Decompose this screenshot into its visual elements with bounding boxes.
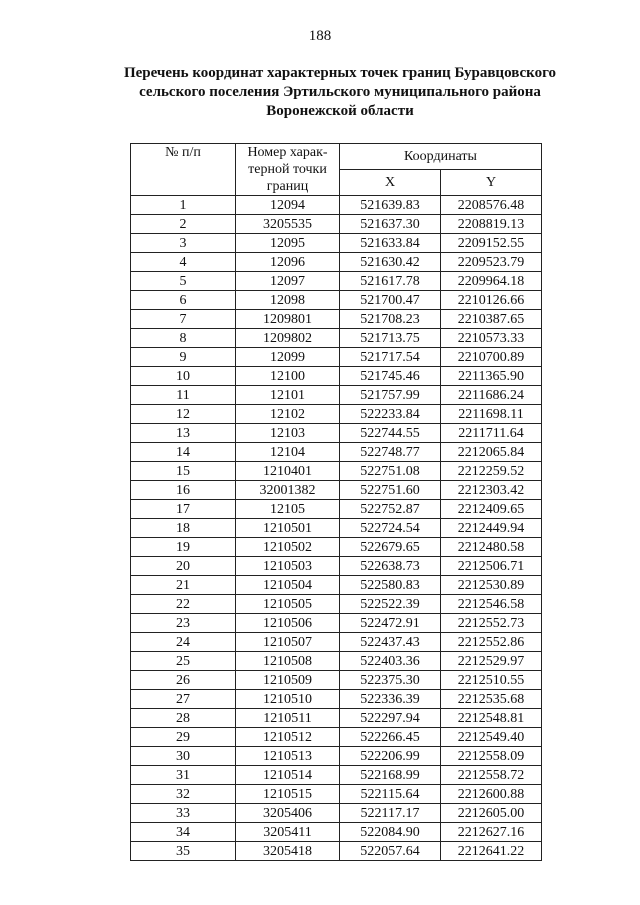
cell-point-number: 1210401: [236, 462, 340, 481]
cell-x: 521745.46: [340, 367, 441, 386]
header-x: X: [340, 170, 441, 196]
cell-x: 522744.55: [340, 424, 441, 443]
cell-x: 521630.42: [340, 253, 441, 272]
cell-x: 522375.30: [340, 671, 441, 690]
cell-y: 2212535.68: [441, 690, 542, 709]
cell-point-number: 1210515: [236, 785, 340, 804]
cell-x: 522206.99: [340, 747, 441, 766]
cell-y: 2211365.90: [441, 367, 542, 386]
cell-y: 2212529.97: [441, 652, 542, 671]
cell-row-number: 19: [131, 538, 236, 557]
table-row: [131, 823, 542, 842]
cell-row-number: 28: [131, 709, 236, 728]
cell-point-number: 12099: [236, 348, 340, 367]
cell-y: 2212546.58: [441, 595, 542, 614]
cell-y: 2209152.55: [441, 234, 542, 253]
cell-row-number: 22: [131, 595, 236, 614]
cell-row-number: 17: [131, 500, 236, 519]
cell-point-number: 12097: [236, 272, 340, 291]
cell-x: 522751.60: [340, 481, 441, 500]
cell-y: 2212409.65: [441, 500, 542, 519]
cell-row-number: 5: [131, 272, 236, 291]
table-row: [131, 291, 542, 310]
cell-point-number: 12104: [236, 443, 340, 462]
cell-x: 522472.91: [340, 614, 441, 633]
cell-row-number: 2: [131, 215, 236, 234]
cell-point-number: 1210513: [236, 747, 340, 766]
cell-row-number: 20: [131, 557, 236, 576]
cell-point-number: 1210506: [236, 614, 340, 633]
table-row: [131, 728, 542, 747]
page-number: 188: [308, 28, 332, 44]
table-row: [131, 367, 542, 386]
cell-point-number: 1210510: [236, 690, 340, 709]
title-line: Перечень координат характерных точек границ Буравцовского: [123, 65, 557, 81]
cell-x: 522437.43: [340, 633, 441, 652]
cell-y: 2211686.24: [441, 386, 542, 405]
cell-y: 2212303.42: [441, 481, 542, 500]
cell-row-number: 12: [131, 405, 236, 424]
header-point-line: терной точки: [248, 162, 327, 177]
cell-x: 521717.54: [340, 348, 441, 367]
cell-row-number: 34: [131, 823, 236, 842]
table-row: [131, 329, 542, 348]
cell-y: 2212605.00: [441, 804, 542, 823]
cell-point-number: 1210502: [236, 538, 340, 557]
cell-x: 522752.87: [340, 500, 441, 519]
cell-x: 521700.47: [340, 291, 441, 310]
table-row: [131, 386, 542, 405]
cell-x: 521713.75: [340, 329, 441, 348]
table-body: [131, 196, 542, 861]
cell-point-number: 12103: [236, 424, 340, 443]
table-row: [131, 234, 542, 253]
cell-row-number: 25: [131, 652, 236, 671]
cell-point-number: 3205418: [236, 842, 340, 861]
table-row: [131, 272, 542, 291]
table-row: [131, 747, 542, 766]
cell-point-number: 12102: [236, 405, 340, 424]
cell-point-number: 12094: [236, 196, 340, 215]
cell-row-number: 35: [131, 842, 236, 861]
cell-point-number: 3205535: [236, 215, 340, 234]
cell-row-number: 21: [131, 576, 236, 595]
cell-x: 522266.45: [340, 728, 441, 747]
cell-x: 521639.83: [340, 196, 441, 215]
cell-x: 522057.64: [340, 842, 441, 861]
table-row: [131, 443, 542, 462]
cell-point-number: 1210503: [236, 557, 340, 576]
cell-point-number: 3205406: [236, 804, 340, 823]
cell-point-number: 1210505: [236, 595, 340, 614]
cell-point-number: 12101: [236, 386, 340, 405]
cell-x: 522168.99: [340, 766, 441, 785]
cell-x: 522403.36: [340, 652, 441, 671]
cell-x: 522748.77: [340, 443, 441, 462]
title-line: сельского поселения Эртильского муниципального района: [139, 84, 541, 100]
table-row: [131, 785, 542, 804]
cell-point-number: 3205411: [236, 823, 340, 842]
table-row: [131, 253, 542, 272]
cell-row-number: 15: [131, 462, 236, 481]
table-row: [131, 614, 542, 633]
cell-y: 2212065.84: [441, 443, 542, 462]
cell-y: 2211711.64: [441, 424, 542, 443]
table-row: [131, 215, 542, 234]
cell-x: 521708.23: [340, 310, 441, 329]
table-row: [131, 348, 542, 367]
cell-row-number: 11: [131, 386, 236, 405]
cell-point-number: 12105: [236, 500, 340, 519]
cell-row-number: 10: [131, 367, 236, 386]
cell-row-number: 24: [131, 633, 236, 652]
cell-x: 522724.54: [340, 519, 441, 538]
coordinates-table: [130, 143, 542, 861]
header-point-number: [236, 144, 340, 196]
header-coordinates: Координаты: [340, 144, 542, 170]
cell-x: 522679.65: [340, 538, 441, 557]
table-row: [131, 652, 542, 671]
cell-x: 522638.73: [340, 557, 441, 576]
cell-y: 2212530.89: [441, 576, 542, 595]
cell-row-number: 32: [131, 785, 236, 804]
cell-point-number: 1209802: [236, 329, 340, 348]
cell-y: 2212558.72: [441, 766, 542, 785]
cell-y: 2210573.33: [441, 329, 542, 348]
cell-x: 522336.39: [340, 690, 441, 709]
cell-point-number: 12098: [236, 291, 340, 310]
table-row: [131, 557, 542, 576]
cell-row-number: 29: [131, 728, 236, 747]
cell-row-number: 13: [131, 424, 236, 443]
table-row: [131, 709, 542, 728]
cell-y: 2212449.94: [441, 519, 542, 538]
cell-x: 522522.39: [340, 595, 441, 614]
cell-row-number: 8: [131, 329, 236, 348]
cell-y: 2212627.16: [441, 823, 542, 842]
cell-y: 2210700.89: [441, 348, 542, 367]
cell-point-number: 1210514: [236, 766, 340, 785]
table-row: [131, 405, 542, 424]
cell-point-number: 1210501: [236, 519, 340, 538]
table-row: [131, 500, 542, 519]
cell-y: 2212506.71: [441, 557, 542, 576]
cell-point-number: 12100: [236, 367, 340, 386]
header-point-line: границ: [266, 179, 309, 194]
cell-point-number: 1210509: [236, 671, 340, 690]
cell-x: 522297.94: [340, 709, 441, 728]
cell-y: 2212549.40: [441, 728, 542, 747]
cell-row-number: 31: [131, 766, 236, 785]
cell-y: 2210387.65: [441, 310, 542, 329]
cell-y: 2212548.81: [441, 709, 542, 728]
cell-x: 521637.30: [340, 215, 441, 234]
cell-row-number: 18: [131, 519, 236, 538]
cell-x: 522751.08: [340, 462, 441, 481]
cell-row-number: 27: [131, 690, 236, 709]
document-title: [100, 64, 580, 121]
cell-y: 2210126.66: [441, 291, 542, 310]
cell-row-number: 4: [131, 253, 236, 272]
cell-point-number: 1210512: [236, 728, 340, 747]
table-row: [131, 690, 542, 709]
title-line: Воронежской области: [266, 103, 414, 119]
header-row-number: № п/п: [131, 144, 236, 196]
cell-y: 2209523.79: [441, 253, 542, 272]
cell-y: 2212552.73: [441, 614, 542, 633]
table-row: [131, 462, 542, 481]
table-row: [131, 538, 542, 557]
table-row: [131, 804, 542, 823]
cell-row-number: 26: [131, 671, 236, 690]
cell-point-number: 1210507: [236, 633, 340, 652]
cell-x: 521633.84: [340, 234, 441, 253]
cell-point-number: 1210504: [236, 576, 340, 595]
table-row: [131, 595, 542, 614]
cell-x: 522117.17: [340, 804, 441, 823]
cell-x: 522084.90: [340, 823, 441, 842]
cell-row-number: 1: [131, 196, 236, 215]
cell-row-number: 33: [131, 804, 236, 823]
table-row: [131, 842, 542, 861]
cell-y: 2212510.55: [441, 671, 542, 690]
cell-point-number: 1209801: [236, 310, 340, 329]
cell-y: 2209964.18: [441, 272, 542, 291]
header-point-line: Номер харак-: [247, 145, 328, 160]
table-row: [131, 519, 542, 538]
header-y: Y: [441, 170, 542, 196]
cell-row-number: 7: [131, 310, 236, 329]
cell-y: 2208576.48: [441, 196, 542, 215]
cell-y: 2211698.11: [441, 405, 542, 424]
table-row: [131, 481, 542, 500]
cell-point-number: 12096: [236, 253, 340, 272]
table-row: [131, 310, 542, 329]
table-row: [131, 424, 542, 443]
cell-row-number: 23: [131, 614, 236, 633]
table-row: [131, 671, 542, 690]
cell-y: 2208819.13: [441, 215, 542, 234]
table-row: [131, 766, 542, 785]
cell-row-number: 30: [131, 747, 236, 766]
cell-row-number: 6: [131, 291, 236, 310]
cell-y: 2212558.09: [441, 747, 542, 766]
cell-row-number: 14: [131, 443, 236, 462]
cell-x: 521617.78: [340, 272, 441, 291]
cell-point-number: 12095: [236, 234, 340, 253]
table-row: [131, 576, 542, 595]
cell-y: 2212259.52: [441, 462, 542, 481]
table-row: [131, 196, 542, 215]
cell-row-number: 3: [131, 234, 236, 253]
cell-row-number: 16: [131, 481, 236, 500]
cell-x: 522115.64: [340, 785, 441, 804]
cell-point-number: 1210508: [236, 652, 340, 671]
cell-x: 521757.99: [340, 386, 441, 405]
cell-y: 2212552.86: [441, 633, 542, 652]
table-row: [131, 633, 542, 652]
cell-y: 2212480.58: [441, 538, 542, 557]
cell-x: 522233.84: [340, 405, 441, 424]
cell-y: 2212600.88: [441, 785, 542, 804]
cell-point-number: 1210511: [236, 709, 340, 728]
cell-point-number: 32001382: [236, 481, 340, 500]
cell-x: 522580.83: [340, 576, 441, 595]
cell-row-number: 9: [131, 348, 236, 367]
cell-y: 2212641.22: [441, 842, 542, 861]
